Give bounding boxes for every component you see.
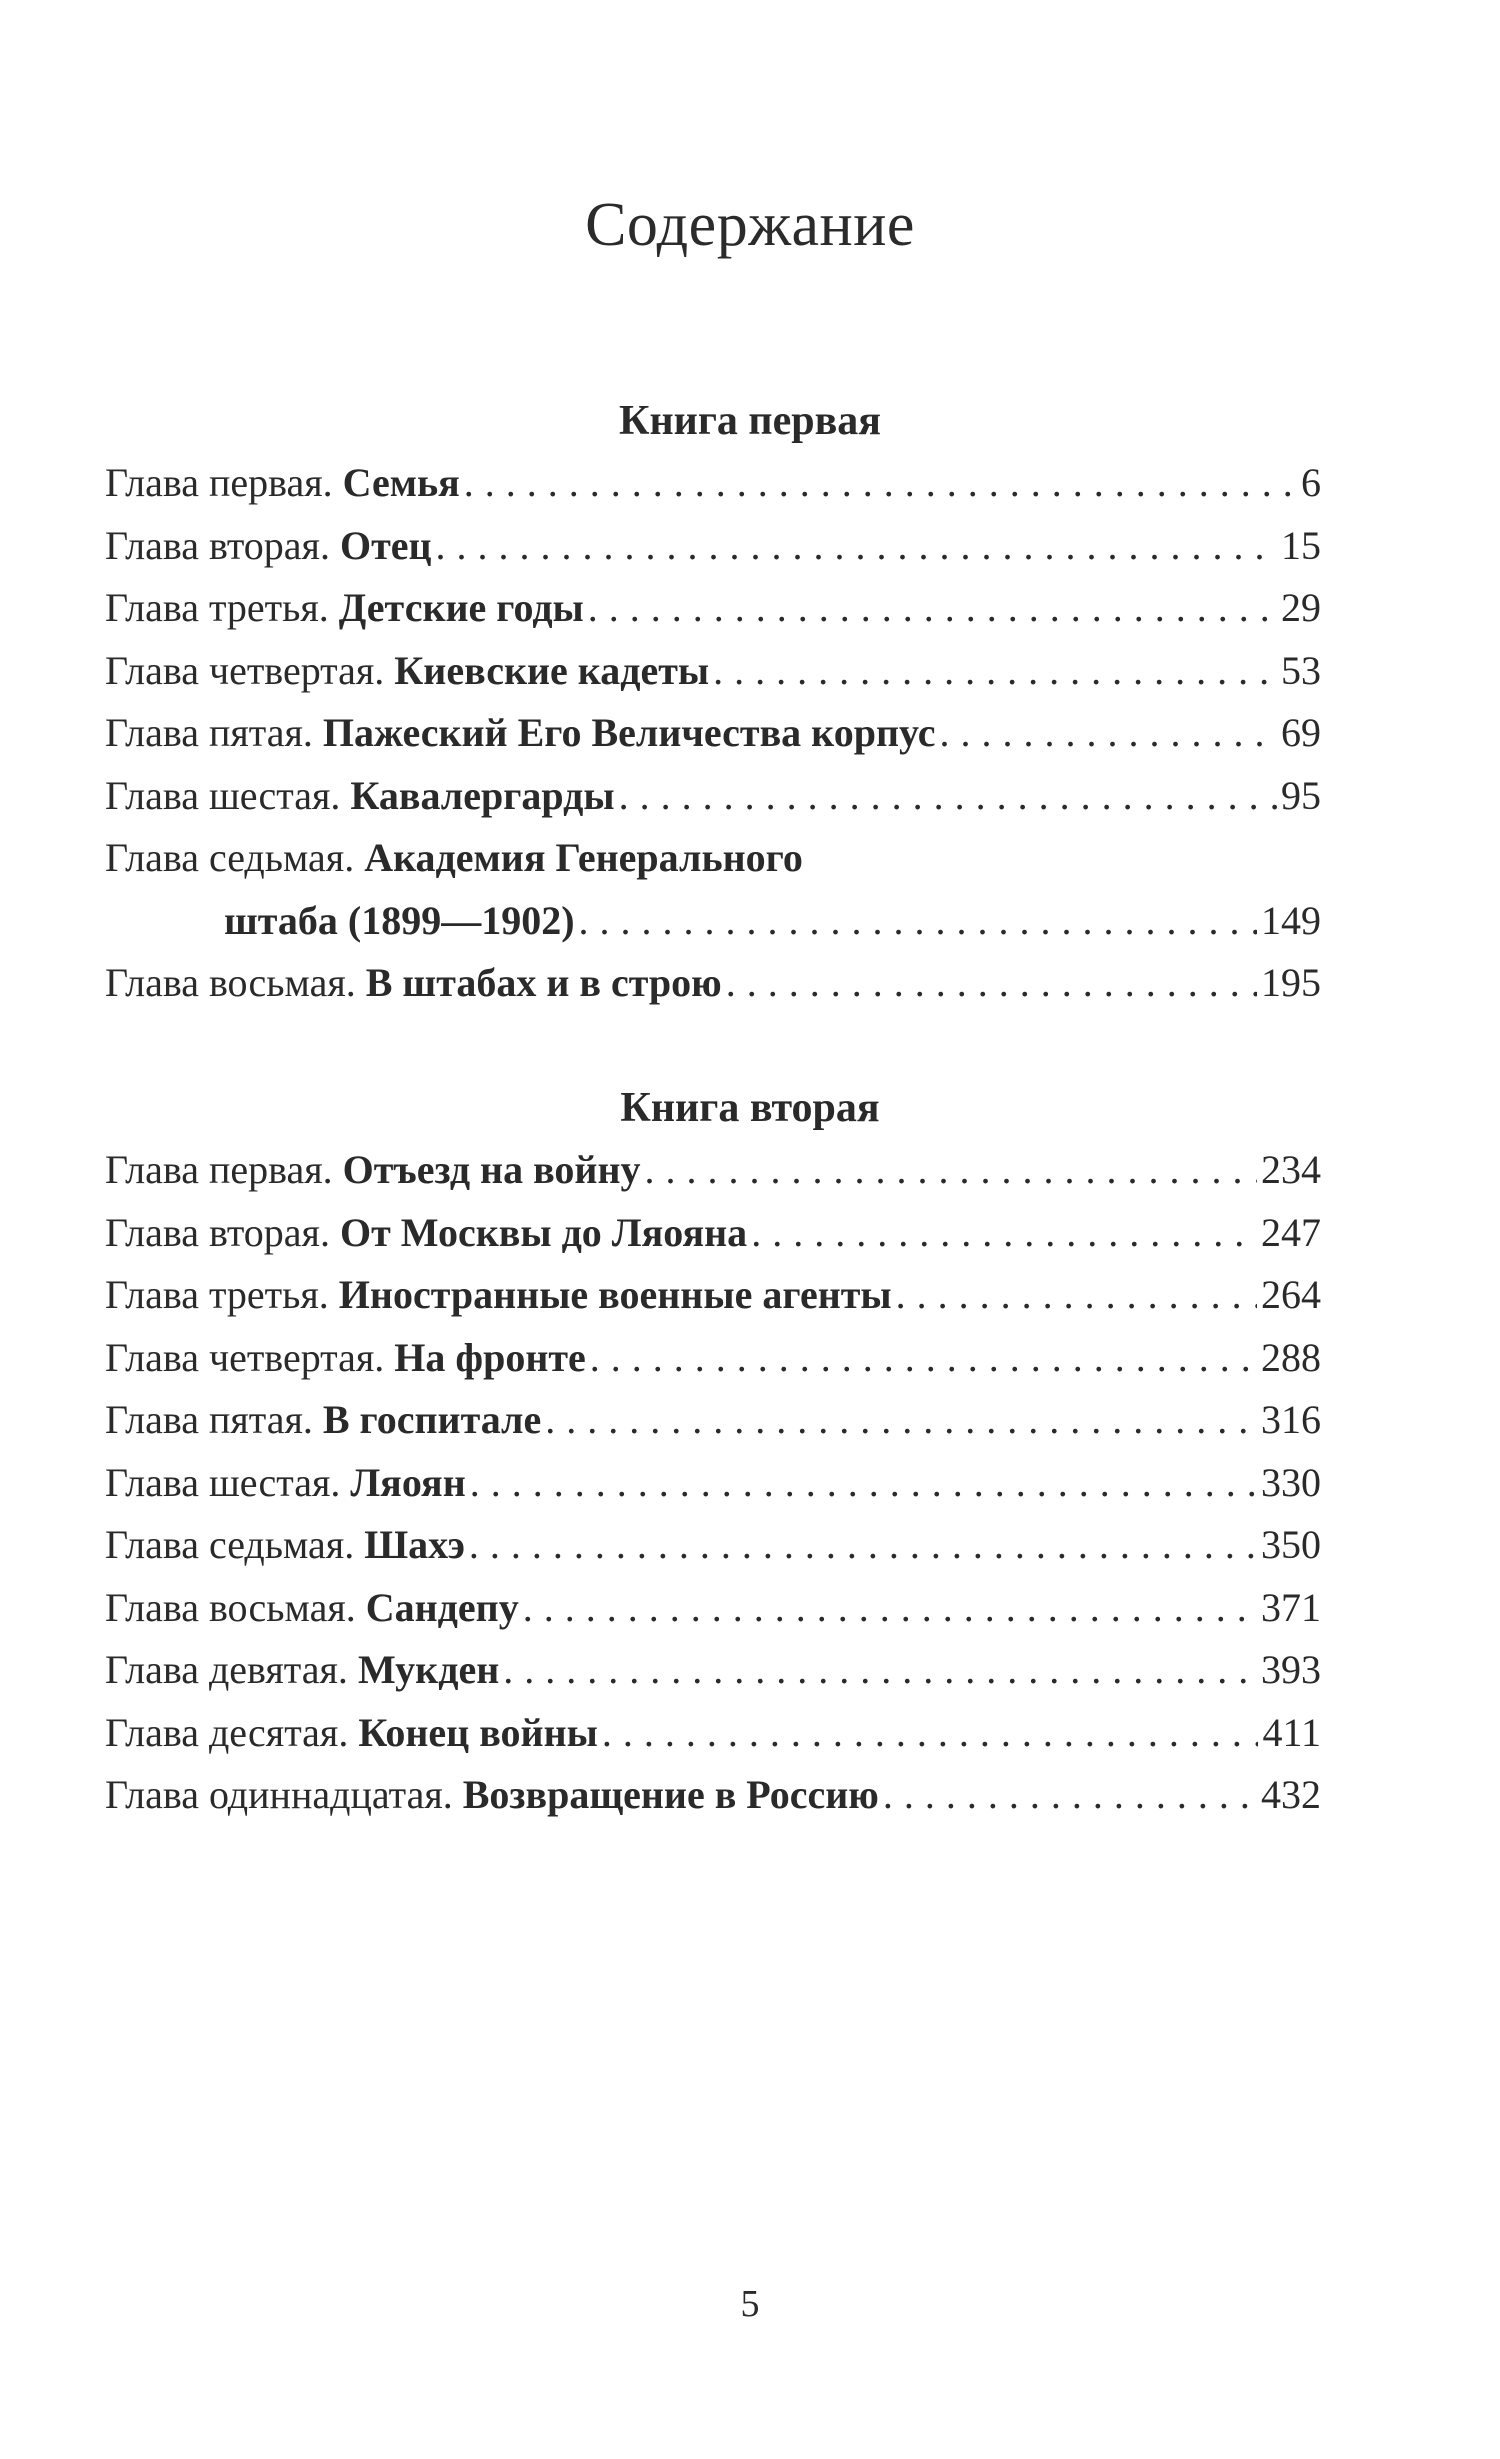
page-number: 95 [1281, 772, 1321, 818]
toc-entry[interactable] [105, 1264, 1321, 1327]
chapter-title-continuation: штаба (1899—1902) [224, 897, 575, 943]
book-heading: Книга вторая [620, 1085, 880, 1131]
page-number: 29 [1281, 585, 1321, 630]
page-number: 195 [1261, 960, 1321, 1005]
toc-entry[interactable] [105, 1514, 1321, 1577]
book-2 [0, 1077, 1500, 1827]
chapter-title: Семья [342, 460, 460, 505]
chapter-title: Академия Генерального [364, 835, 803, 880]
dot-leader [464, 452, 1297, 515]
page-number: 247 [1261, 1209, 1321, 1255]
chapter-label: Глава седьмая. [105, 835, 355, 880]
chapter-title: Сандепу [365, 1584, 519, 1630]
dot-leader [602, 1702, 1259, 1765]
chapter-title: Кавалергарды [350, 772, 615, 818]
toc-entry[interactable] [105, 765, 1321, 828]
page-folio: 5 [740, 2283, 760, 2325]
book-heading: Книга первая [618, 398, 882, 444]
dot-leader [726, 952, 1257, 1015]
dot-leader [619, 765, 1277, 828]
chapter-label: Глава шестая. [105, 1459, 341, 1505]
chapter-label: Глава вторая. [105, 1209, 330, 1255]
chapter-title: Киевские кадеты [394, 647, 710, 693]
chapter-title: Отец [339, 522, 432, 568]
dot-leader [940, 702, 1277, 765]
dot-leader [470, 1452, 1257, 1515]
dot-leader [896, 1264, 1257, 1327]
page-number: 432 [1261, 1772, 1321, 1817]
toc-entry[interactable] [105, 1452, 1321, 1515]
toc-entry[interactable] [105, 1577, 1321, 1640]
chapter-list [0, 452, 1500, 1015]
toc-entry[interactable] [105, 1639, 1321, 1702]
page-number: 350 [1261, 1522, 1321, 1567]
chapter-title: В штабах и в строю [365, 960, 722, 1005]
chapter-title: Мукден [357, 1647, 500, 1692]
dot-leader [545, 1389, 1257, 1452]
page-number: 149 [1261, 897, 1321, 943]
chapter-label: Глава четвертая. [105, 647, 385, 693]
page-number: 6 [1301, 460, 1321, 505]
toc-entry[interactable] [105, 1702, 1321, 1765]
chapter-title: От Москвы до Ляояна [339, 1209, 748, 1255]
chapter-label: Глава первая. [105, 460, 333, 505]
chapter-label: Глава девятая. [105, 1647, 348, 1692]
dot-leader [436, 515, 1277, 578]
toc-entry[interactable] [105, 452, 1321, 515]
toc-entry[interactable] [105, 1389, 1321, 1452]
chapter-label: Глава пятая. [105, 1397, 313, 1442]
chapter-label: Глава пятая. [105, 710, 313, 755]
page-number: 234 [1261, 1147, 1321, 1192]
chapter-label: Глава седьмая. [105, 1522, 355, 1567]
chapter-title: На фронте [394, 1334, 586, 1380]
toc-entry[interactable] [105, 515, 1321, 578]
chapter-label: Глава четвертая. [105, 1334, 385, 1380]
page-number: 393 [1261, 1647, 1321, 1692]
dot-leader [883, 1764, 1257, 1827]
chapter-label: Глава восьмая. [105, 960, 356, 1005]
page-number: 371 [1261, 1584, 1321, 1630]
toc-entry[interactable] [105, 1139, 1321, 1202]
chapter-label: Глава десятая. [105, 1709, 349, 1755]
dot-leader [469, 1514, 1257, 1577]
chapter-label: Глава третья. [105, 1272, 329, 1317]
page-number: 53 [1281, 647, 1321, 693]
chapter-title: В госпитале [322, 1397, 542, 1442]
dot-leader [751, 1202, 1257, 1265]
dot-leader [590, 1327, 1257, 1390]
book-1 [0, 390, 1500, 1015]
chapter-label: Глава вторая. [105, 522, 330, 568]
dot-leader [579, 890, 1257, 953]
page-number: 330 [1261, 1459, 1321, 1505]
toc-entry[interactable] [105, 952, 1321, 1015]
page-number: 288 [1261, 1334, 1321, 1380]
dot-leader [523, 1577, 1257, 1640]
page-number: 316 [1261, 1397, 1321, 1442]
chapter-label: Глава восьмая. [105, 1584, 356, 1630]
chapter-title: Конец войны [358, 1709, 598, 1755]
chapter-label: Глава первая. [105, 1147, 333, 1192]
chapter-label: Глава шестая. [105, 772, 341, 818]
dot-leader [503, 1639, 1257, 1702]
chapter-title: Иностранные военные агенты [338, 1272, 892, 1317]
dot-leader [713, 640, 1277, 703]
chapter-list [0, 1139, 1500, 1827]
toc-entry[interactable] [105, 827, 1321, 952]
chapter-label: Глава третья. [105, 585, 329, 630]
toc-entry[interactable] [105, 1764, 1321, 1827]
chapter-title: Отъезд на войну [342, 1147, 641, 1192]
chapter-title: Шахэ [364, 1522, 465, 1567]
page-number: 264 [1261, 1272, 1321, 1317]
dot-leader [645, 1139, 1257, 1202]
page-number: 15 [1281, 522, 1321, 568]
toc-entry[interactable] [105, 1327, 1321, 1390]
page-title: Содержание [585, 191, 915, 259]
chapter-label: Глава одиннадцатая. [105, 1772, 453, 1817]
toc-entry[interactable] [105, 577, 1321, 640]
page-number: 69 [1281, 710, 1321, 755]
toc-entry[interactable] [105, 1202, 1321, 1265]
chapter-title: Возвращение в Россию [462, 1772, 879, 1817]
chapter-title: Детские годы [338, 585, 584, 630]
toc-entry[interactable] [105, 640, 1321, 703]
dot-leader [588, 577, 1277, 640]
toc-entry[interactable] [105, 702, 1321, 765]
page-number: 411 [1262, 1709, 1321, 1755]
chapter-title: Ляоян [350, 1459, 466, 1505]
chapter-title: Пажеский Его Величества корпус [322, 710, 936, 755]
